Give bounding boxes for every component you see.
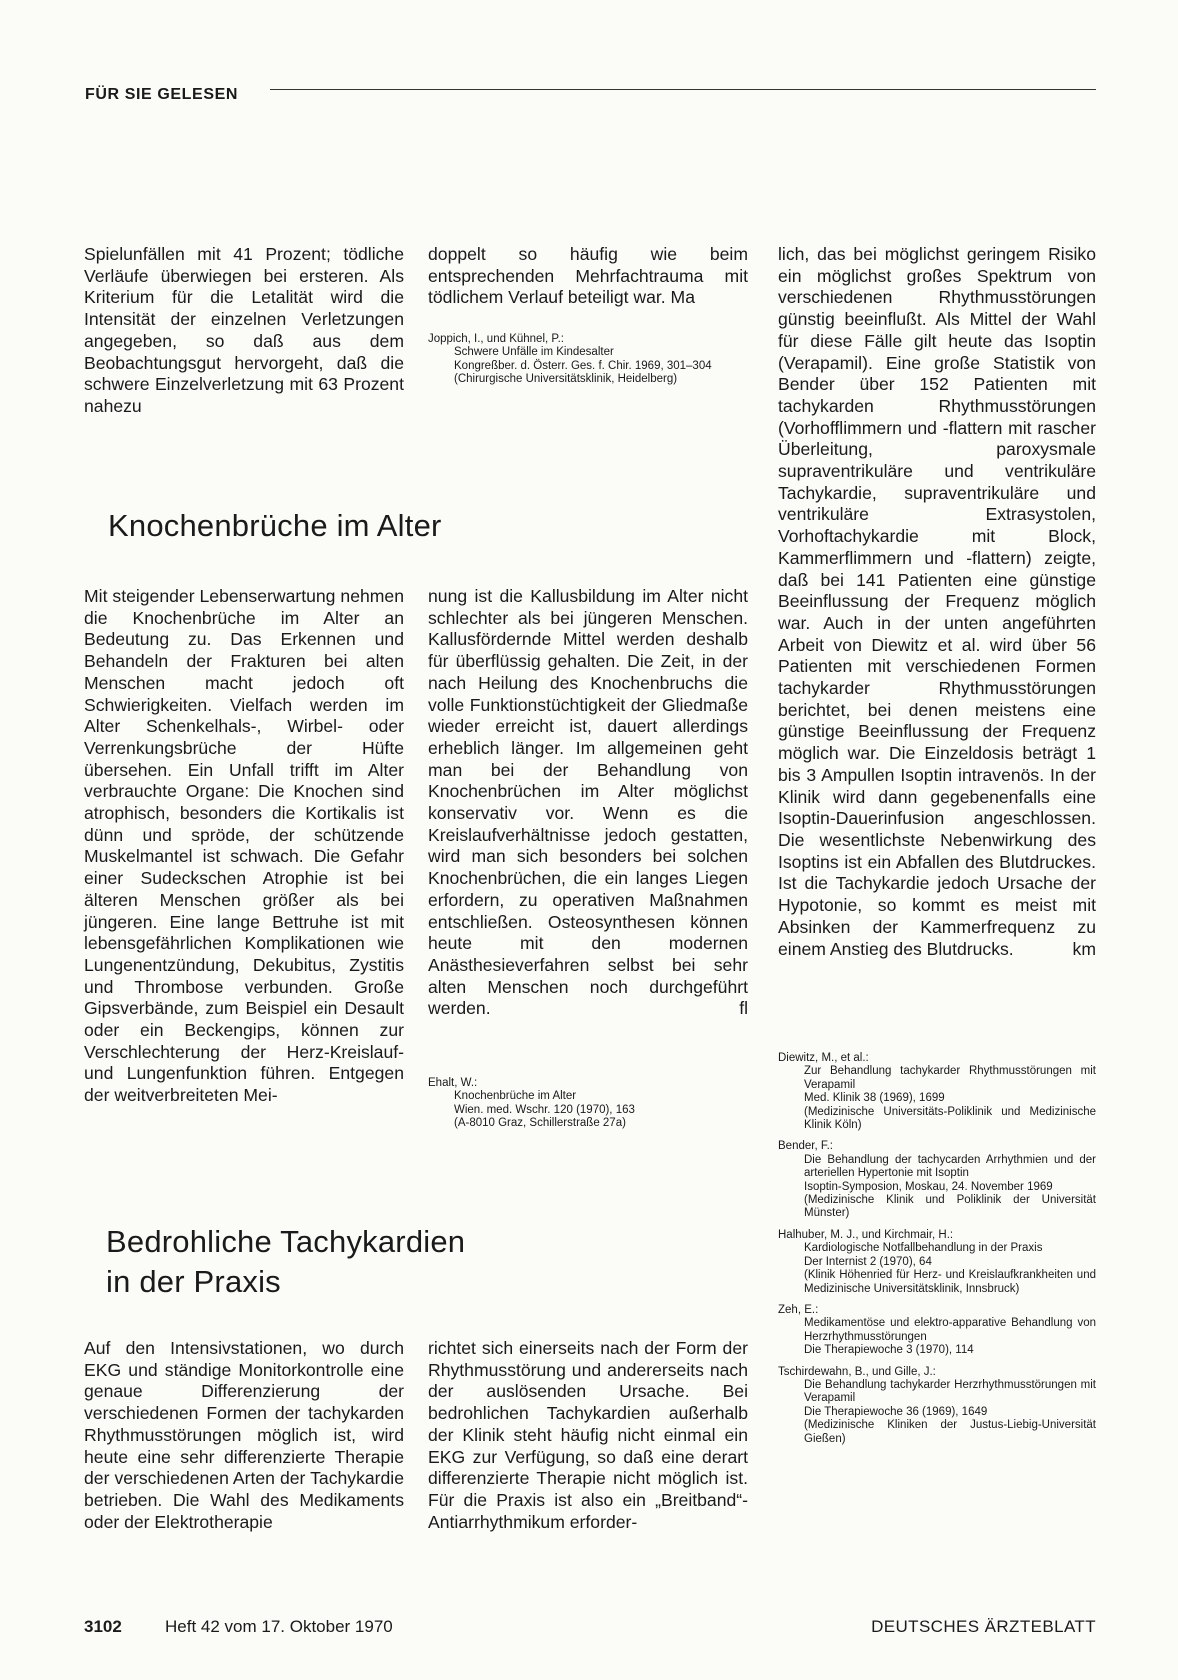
article2-reference [428,1077,748,1131]
ref-author: Joppich, I., und Kühnel, P.: [428,333,564,345]
ref-title: Knochenbrüche im Alter [454,1090,577,1103]
article2-col2 [428,586,748,1020]
page-number: 3102 [84,1617,122,1636]
ref-author: Diewitz, M., et al.: [778,1052,869,1064]
ref-line: Zur Behandlung tachykarder Rhythmusstörungen mit Verapamil [804,1065,1096,1091]
article2-heading: Knochenbrüche im Alter [108,508,442,543]
ref-source: Kongreßber. d. Österr. Ges. f. Chir. 1969, 301–304 [454,359,712,372]
ref-line: (Klinik Höhenried für Herz- und Kreislaufkrankheiten und Medizinische Universitätsklinik, Innsbruck) [804,1269,1096,1295]
ref-line: Isoptin-Symposion, Moskau, 24. November 1969 [804,1180,1053,1193]
issue-info: Heft 42 vom 17. Oktober 1970 [165,1617,393,1636]
article1-reference [428,333,748,387]
ref-author: Tschirdewahn, B., und Gille, J.: [778,1365,936,1378]
reference-entry [778,1140,1096,1220]
author-signature: fl [739,998,748,1019]
article3-col1-text: Auf den Intensivstationen, wo durch EKG und ständige Monitorkontrolle eine genaue Differenzierung der verschiedenen Formen der tachykarden Rhythmusstörungen möglich ist, wird heute eine sehr differenzierte Therapie der verschiedenen Arten der Tachykardie betrieben. Die Wahl des Medikaments oder der Elektrotherapie [84,1338,404,1532]
article3-col2 [428,1338,748,1533]
ref-line: Die Therapiewoche 36 (1969), 1649 [804,1405,988,1418]
ref-line: Med. Klinik 38 (1969), 1699 [804,1092,945,1105]
article3-col2-text: richtet sich einerseits nach der Form der Rhythmusstörung und andererseits nach der auslösenden Ursache. Bei bedrohlichen Tachykardien außerhalb der Klinik steht häufig nicht einmal ein EKG zur Verfügung, so daß eine derart differenzierte Therapie nicht möglich ist. Für die Praxis ist also ein „Breitband“-Antiarrhythmikum erforder- [428,1338,748,1532]
article3-col1 [84,1338,404,1533]
ref-line: Der Internist 2 (1970), 64 [804,1255,932,1268]
article3-references [778,1052,1096,1454]
article2-col1 [84,586,404,1107]
article2-col2-text: nung ist die Kallusbildung im Alter nicht schlechter als bei jüngeren Menschen. Kallusfördernde Mittel werden deshalb für überflüssig gehalten. Die Zeit, in der nach Heilung des Knochenbruchs die volle Funktionstüchtigkeit der Gliedmaße wieder erreicht ist, dauert allerdings erheblich länger. Im allgemeinen geht man bei der Behandlung von Knochenbrüchen im Alter möglichst konservativ vor. Wenn es die Kreislaufverhältnisse jedoch gestatten, wird man sich besonders bei solchen Knochenbrüchen, die ein langes Liegen erfordern, zu operativen Maßnahmen entschließen. Osteosynthesen können heute mit den modernen Anästhesieverfahren selbst bei sehr alten Menschen noch durchgeführt werden. [428,586,748,1019]
reference-entry [778,1366,1096,1446]
ref-line: (Medizinische Kliniken der Justus-Liebig-Universität Gießen) [804,1419,1096,1445]
ref-author: Halhuber, M. J., und Kirchmair, H.: [778,1228,954,1241]
reference-entry [778,1052,1096,1132]
header-rule [270,89,1096,90]
ref-title: Schwere Unfälle im Kindesalter [454,346,614,359]
reference-entry [778,1229,1096,1296]
ref-line: (Medizinische Klinik und Poliklinik der Universität Münster) [804,1194,1096,1220]
article1-col1-text: Spielunfällen mit 41 Prozent; tödliche Verläufe überwiegen bei ersteren. Als Kriterium für die Letalität wird die Intensität der einzelnen Verletzungen angegeben, so daß aus dem Beobachtungsgut hervorgeht, daß die schwere Einzelverletzung mit 63 Prozent nahezu [84,244,404,416]
ref-line: Kardiologische Notfallbehandlung in der Praxis [804,1242,1043,1255]
ref-line: Die Therapiewoche 3 (1970), 114 [804,1344,974,1357]
journal-name: DEUTSCHES ÄRZTEBLATT [871,1617,1096,1636]
ref-institution: (Chirurgische Universitätsklinik, Heidelberg) [454,373,678,386]
ref-author: Zeh, E.: [778,1303,819,1316]
article3-heading [106,1222,465,1302]
article3-col3-text: lich, das bei möglichst geringem Risiko ein möglichst großes Spektrum von verschiedenen Rhythmusstörungen günstig beeinflußt. Als Mittel der Wahl für diese Fälle gilt heute das Isoptin (Verapamil). Eine große Statistik von Bender über 152 Patienten mit tachykarden Rhythmusstörungen (Vorhofflimmern und -flattern mit rascher Überleitung, paroxysmale supraventrikuläre und ventrikuläre Tachykardie, supraventrikuläre und ventrikuläre Extrasystolen, Vorhoftachykardie mit Block, Kammerflimmern und -flattern) zeigte, daß bei 141 Patienten eine günstige Beeinflussung der Frequenz möglich war. Auch in der unten angeführten Arbeit von Diewitz et al. wird über 56 Patienten mit verschiedenen Formen tachykarder Rhythmusstörungen berichtet, bei denen meistens eine günstige Beeinflussung der Frequenz möglich war. Die Einzeldosis beträgt 1 bis 3 Ampullen Isoptin intravenös. In der Klinik wird dann gegebenenfalls eine Isoptin-Dauerinfusion angeschlossen. Die wesentlichste Nebenwirkung des Isoptins ist ein Abfallen des Blutdruckes. Ist die Tachykardie jedoch Ursache der Hypotonie, so kommt es meist mit Absinken der Kammerfrequenz zu einem Anstieg des Blutdrucks. [778,244,1096,959]
ref-author: Ehalt, W.: [428,1077,478,1089]
ref-institution: (A-8010 Graz, Schillerstraße 27a) [454,1117,626,1130]
ref-line: Medikamentöse und elektro-apparative Behandlung von Herzrhythmusstörungen [804,1317,1096,1343]
ref-author: Bender, F.: [778,1140,833,1153]
article3-heading-line2: in der Praxis [106,1264,281,1299]
article2-col1-text: Mit steigender Lebenserwartung nehmen die Knochenbrüche im Alter an Bedeutung zu. Das Erkennen und Behandeln der Frakturen bei alten Menschen macht jedoch oft Schwierigkeiten. Vielfach werden im Alter Schenkelhals-, Wirbel- oder Verrenkungsbrüche der Hüfte übersehen. Ein Unfall trifft im Alter verbrauchte Organe: Die Knochen sind atrophisch, besonders die Kortikalis ist dünn und spröde, der schützende Muskelmantel ist schwach. Die Gefahr einer Sudeckschen Atrophie ist bei älteren Menschen größer als bei jüngeren. Eine lange Bettruhe ist mit lebensgefährlichen Komplikationen wie Lungenentzündung, Dekubitus, Zystitis und Thrombose verbunden. Große Gipsverbände, zum Beispiel ein Desault oder ein Beckengips, können zur Verschlechterung der Herz-Kreislauf- und Lungenfunktion führen. Entgegen der weitverbreiteten Mei- [84,586,404,1106]
article1-col1 [84,244,404,418]
article1-col2-text: doppelt so häufig wie beim entsprechenden Mehrfachtrauma mit tödlichem Verlauf beteiligt war. Ma [428,244,748,308]
article3-col3 [778,244,1096,960]
ref-line: Die Behandlung tachykarder Herzrhythmusstörungen mit Verapamil [804,1378,1096,1405]
ref-line: (Medizinische Universitäts-Poliklinik und Medizinische Klinik Köln) [804,1105,1096,1132]
ref-line: Die Behandlung der tachycarden Arrhythmien und der arteriellen Hypertonie mit Isoptin [804,1153,1096,1180]
section-header: FÜR SIE GELESEN [85,86,239,103]
article1-col2 [428,244,748,309]
ref-source: Wien. med. Wschr. 120 (1970), 163 [454,1103,635,1116]
author-signature: km [1072,938,1096,959]
reference-entry [778,1304,1096,1358]
article3-heading-line1: Bedrohliche Tachykardien [106,1224,466,1259]
